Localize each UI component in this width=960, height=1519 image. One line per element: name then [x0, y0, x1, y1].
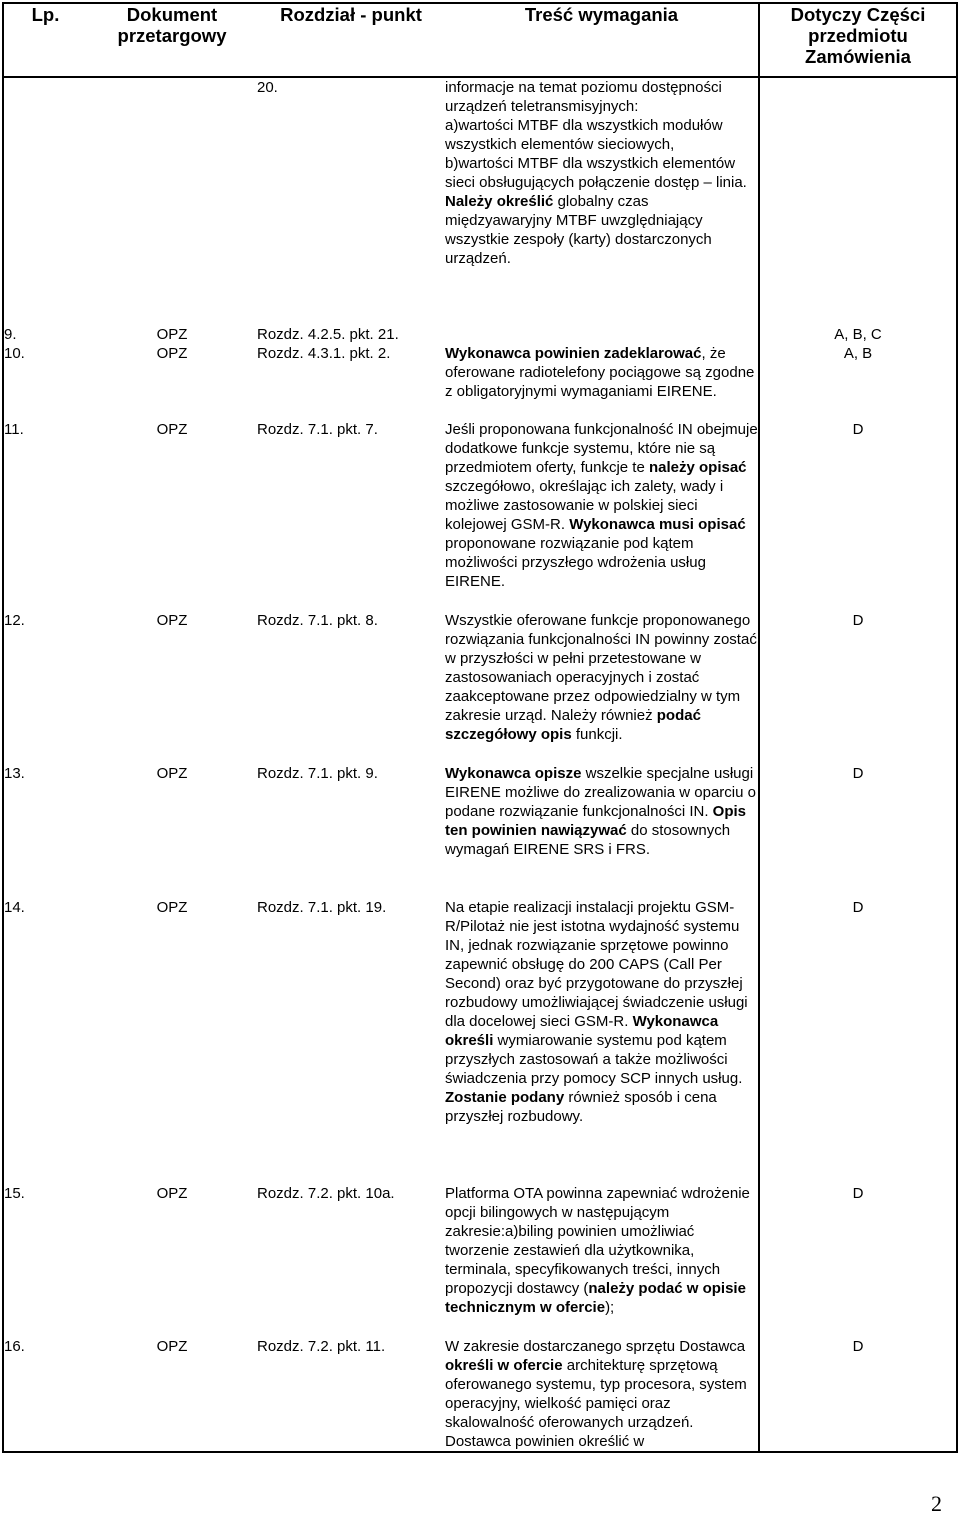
table-body [3, 77, 957, 1452]
row-document: OPZ [156, 345, 188, 362]
requirement-bold-text: określi w ofercie [445, 1357, 563, 1374]
requirement-bold-text: Opis ten powinien nawiązywać [445, 803, 746, 839]
row-document: OPZ [156, 765, 188, 782]
requirement-text: architekturę sprzętową oferowanego systemu, typ procesora, system operacyjny, wielkość pamięci oraz skalowalność oferowanych urządzeń. Dostawca powinien określić w [445, 1357, 747, 1450]
header-section: Rozdział - punkt [257, 3, 445, 77]
row-part: D [759, 420, 957, 611]
requirement-text: wszelkie specjalne usługi EIRENE możliwe do zrealizowania w oparciu o podane rozwiązanie funkcjonalności IN. [445, 765, 756, 820]
row-requirement [445, 1337, 759, 1452]
requirement-text: do stosownych wymagań EIRENE SRS i FRS. [445, 822, 731, 858]
header-document: Dokument przetargowy [87, 3, 257, 77]
requirement-bold-text: Wykonawca powinien zadeklarować [445, 345, 702, 362]
table-row [3, 764, 957, 898]
row-lp: 11. [4, 421, 24, 438]
requirement-text: również sposób i cena przyszłej rozbudowy. [445, 1089, 717, 1125]
requirement-text: ); [605, 1299, 615, 1316]
table-row [3, 611, 957, 764]
table-row [3, 1184, 957, 1337]
requirement-text: Na etapie realizacji instalacji projektu GSM-R/Pilotaż nie jest istotna wydajność systemu IN, jednak rozwiązanie sprzętowe powinno zapewnić obsługę do 200 CAPS (Call Per Second) oraz być przygotowane do przyszłej rozbudowy umożliwiającej świadczenie usługi dla docelowej sieci GSM-R. [445, 899, 748, 1030]
requirement-bold-text: Wykonawca musi opisać [569, 516, 746, 533]
table-row [3, 898, 957, 1184]
page-number: 2 [931, 1491, 942, 1516]
section-previous-point: 20. [257, 79, 278, 96]
row-requirement [445, 1184, 759, 1337]
requirement-text: a)biling powinien umożliwiać tworzenie zestawień dla użytkownika, terminala, specyfikowanych treści, innych propozycji dostawcy ( [445, 1223, 721, 1297]
row-document: OPZ [156, 1338, 188, 1355]
row-lp: 14. [4, 899, 25, 916]
table-header-row [3, 3, 957, 77]
row-lp: 15. [4, 1185, 25, 1202]
requirement-text: Wszystkie oferowane funkcje proponowanego rozwiązania funkcjonalności IN powinny zostać w przyszłości w pełni przetestowane w zastosowaniach operacyjnych i zostać zaakceptowane przez odpowiedzialny w tym zakresie urząd. Należy również [445, 612, 757, 724]
requirement-previous-text: b)wartości MTBF dla wszystkich elementów sieci obsługujących połączenie dostęp – linia. [445, 155, 747, 191]
requirement-text: , że oferowane radiotelefony pociągowe są zgodne z obligatoryjnymi wymaganiami EIRENE. [445, 345, 755, 400]
section-text: Rozdz. 7.1. pkt. 8. [257, 612, 378, 629]
requirement-text: funkcji. [571, 726, 623, 743]
requirement-text: W zakresie dostarczanego sprzętu Dostawca [445, 1338, 746, 1355]
requirement-previous-text: informacje na temat poziomu dostępności urządzeń teletransmisyjnych: [445, 79, 722, 115]
row-document: OPZ [156, 421, 188, 438]
header-part: Dotyczy Części przedmiotu Zamówienia [759, 3, 957, 77]
requirement-text: globalny czas międzyawaryjny MTBF uwzględniający wszystkie zespoły (karty) dostarczonych urządzeń. [445, 193, 712, 267]
requirement-text: Jeśli proponowana funkcjonalność IN obejmuje dodatkowe funkcje systemu, które nie są przedmiotem oferty, funkcje te [445, 421, 758, 476]
requirement-bold-text: należy opisać [648, 459, 747, 476]
row-section [257, 344, 445, 420]
header-lp: Lp. [3, 3, 87, 77]
row-part: D [759, 898, 957, 1184]
row-document: OPZ [156, 1185, 188, 1202]
row-document: OPZ [156, 612, 188, 629]
row-section [257, 77, 445, 344]
row-lp: 12. [4, 612, 25, 629]
section-text: Rozdz. 7.2. pkt. 10a. [257, 1185, 395, 1202]
requirement-text: szczegółowo, określając ich zalety, wady i możliwe zastosowanie w polskiej sieci kolejowej GSM-R. [445, 478, 724, 533]
section-text: Rozdz. 7.1. pkt. 7. [257, 421, 378, 438]
section-text: Rozdz. 7.1. pkt. 9. [257, 765, 378, 782]
row-lp: 16. [4, 1338, 25, 1355]
section-text: Rozdz. 7.2. pkt. 11. [257, 1338, 386, 1355]
row-lp: 9. [4, 326, 17, 343]
requirement-bold-text: podać szczegółowy opis [445, 707, 701, 743]
requirement-bold-text: Wykonawca określi [445, 1013, 719, 1049]
row-part: A, B, C [759, 77, 957, 344]
requirement-bold-text: Wykonawca opisze [445, 765, 582, 782]
section-text: Rozdz. 4.2.5. pkt. 21. [257, 326, 399, 343]
row-requirement [445, 420, 759, 611]
row-lp: 13. [4, 765, 25, 782]
requirement-text: proponowane rozwiązanie pod kątem możliwości przyszłego wdrożenia usług EIRENE. [445, 535, 706, 590]
row-document: OPZ [156, 899, 188, 916]
requirement-bold-text: Należy określić [445, 193, 554, 210]
row-section [257, 1337, 445, 1452]
row-lp: 10. [4, 345, 25, 362]
row-section [257, 420, 445, 611]
row-requirement [445, 898, 759, 1184]
table-row [3, 420, 957, 611]
row-document: OPZ [156, 326, 188, 343]
row-section [257, 611, 445, 764]
requirement-text: wymiarowanie systemu pod kątem przyszłych zastosowań a także możliwości świadczenia przy pomocy SCP innych usług. [445, 1032, 743, 1087]
table-row [3, 1337, 957, 1452]
row-requirement [445, 611, 759, 764]
requirement-bold-text: Zostanie podany [445, 1089, 565, 1106]
table-row [3, 77, 957, 344]
row-requirement [445, 764, 759, 898]
row-section [257, 898, 445, 1184]
row-requirement [445, 344, 759, 420]
header-content: Treść wymagania [445, 3, 759, 77]
requirement-previous-text: a)wartości MTBF dla wszystkich modułów wszystkich elementów sieciowych, [445, 117, 723, 153]
section-text: Rozdz. 7.1. pkt. 19. [257, 899, 387, 916]
row-requirement [445, 77, 759, 344]
row-part: A, B [759, 344, 957, 420]
row-section [257, 764, 445, 898]
row-part: D [759, 1184, 957, 1337]
requirement-text: Platforma OTA powinna zapewniać wdrożenie opcji bilingowych w następującym zakresie: [445, 1185, 750, 1240]
table-row [3, 344, 957, 420]
row-part: D [759, 1337, 957, 1452]
row-part: D [759, 611, 957, 764]
requirement-bold-text: należy podać w opisie technicznym w ofercie [445, 1280, 746, 1316]
section-text: Rozdz. 4.3.1. pkt. 2. [257, 345, 391, 362]
row-part: D [759, 764, 957, 898]
requirements-table [2, 2, 958, 1453]
row-section [257, 1184, 445, 1337]
